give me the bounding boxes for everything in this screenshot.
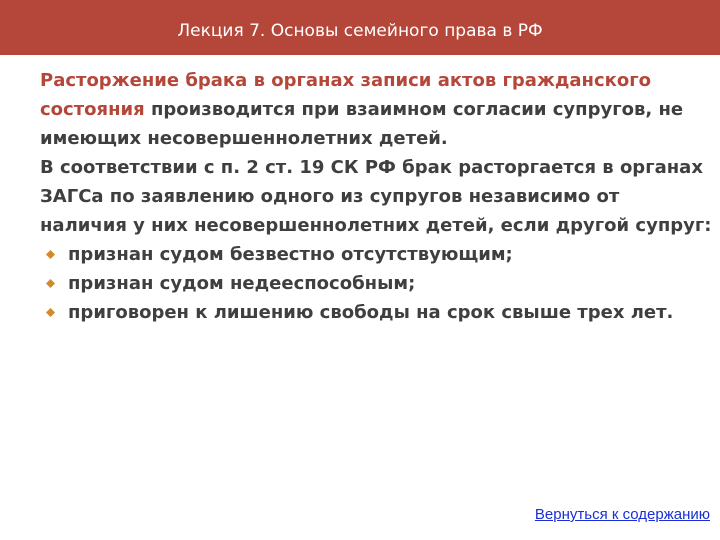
- slide-content: [40, 66, 712, 327]
- list-item-text: признан судом безвестно отсутствующим;: [68, 244, 513, 265]
- main-paragraph: В соответствии с п. 2 ст. 19 СК РФ брак расторгается в органах ЗАГСа по заявлению одного из супругов независимо от наличия у них несовершеннолетних детей, если другой супруг:: [40, 157, 712, 236]
- diamond-bullet-icon: [46, 308, 55, 317]
- header-bar: [0, 0, 720, 55]
- list-item: [40, 298, 712, 327]
- list-item: [40, 269, 712, 298]
- list-item-text: признан судом недееспособным;: [68, 273, 416, 294]
- slide-title: Лекция 7. Основы семейного права в РФ: [177, 21, 543, 41]
- conditions-list: [40, 240, 712, 327]
- diamond-bullet-icon: [46, 250, 55, 259]
- back-to-contents-link[interactable]: Вернуться к содержанию: [534, 506, 710, 523]
- intro-paragraph: [40, 66, 712, 153]
- intro-rest: производится при взаимном согласии супругов, не имеющих несовершеннолетних детей.: [40, 99, 684, 149]
- list-item: [40, 240, 712, 269]
- list-item-text: приговорен к лишению свободы на срок свыше трех лет.: [68, 302, 674, 323]
- diamond-bullet-icon: [46, 279, 55, 288]
- intro-highlight: Расторжение брака в органах записи актов гражданского состояния: [40, 70, 651, 120]
